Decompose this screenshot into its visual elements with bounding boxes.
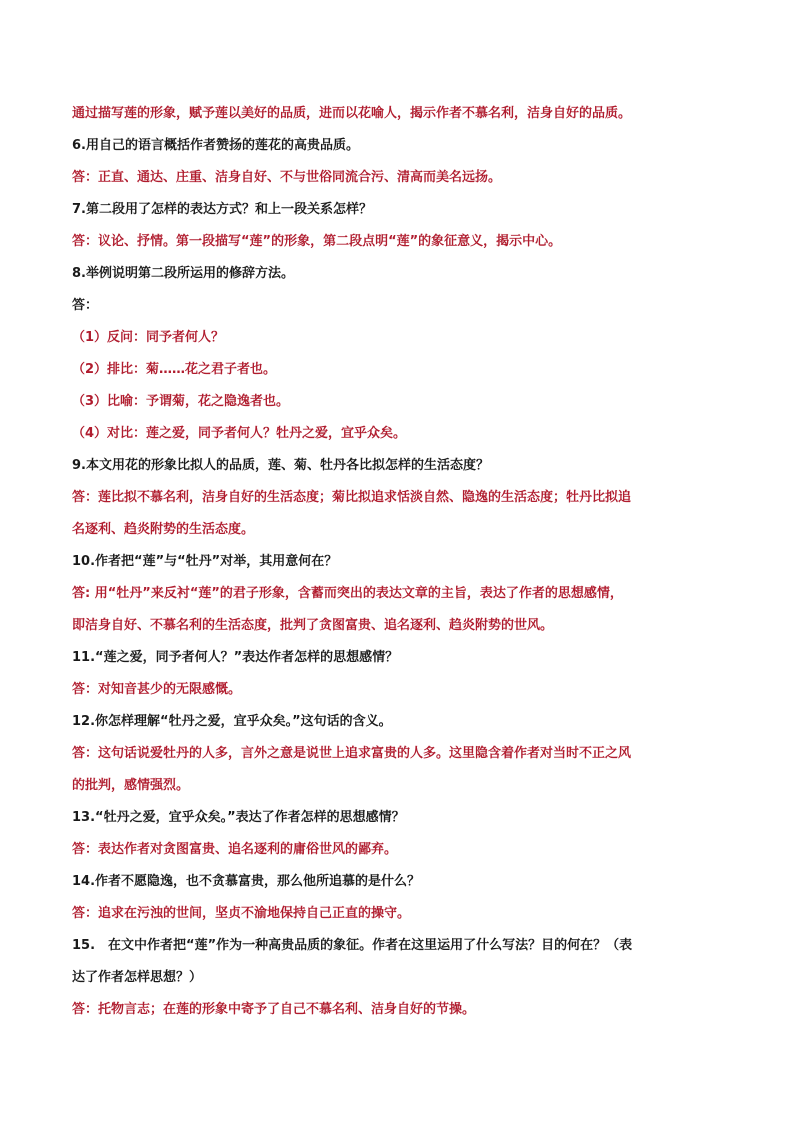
answer-line: 答：正直、通达、庄重、洁身自好、不与世俗同流合污、清高而美名远扬。 (72, 170, 502, 185)
answer-line: 即洁身自好、不慕名利的生活态度，批判了贪图富贵、追名逐利、趋炎附势的世风。 (72, 618, 554, 633)
answer-line: 通过描写莲的形象，赋予莲以美好的品质，进而以花喻人，揭示作者不慕名利，洁身自好的品质。 (72, 106, 632, 121)
answer-line: 答: 用“牡丹”来反衬“莲”的君子形象，含蓄而突出的表达文章的主旨，表达了作者的思想感情， (72, 586, 623, 601)
answer-line: 答：托物言志；在莲的形象中寄予了自己不慕名利、洁身自好的节操。 (72, 1002, 476, 1017)
question-line: 达了作者怎样思想？） (72, 970, 203, 985)
answer-line: 答：对知音甚少的无限感慨。 (72, 682, 242, 697)
answer-line: （3）比喻：予谓菊，花之隐逸者也。 (72, 394, 290, 409)
question-line: 12.你怎样理解“牡丹之爱，宜乎众矣。”这句话的含义。 (72, 714, 392, 729)
question-line: 13.“牡丹之爱，宜乎众矣。”表达了作者怎样的思想感情？ (72, 810, 405, 825)
answer-line: 名逐利、趋炎附势的生活态度。 (72, 522, 255, 537)
question-line: 14.作者不愿隐逸，也不贪慕富贵，那么他所追慕的是什么？ (72, 874, 421, 889)
question-line: 7.第二段用了怎样的表达方式？和上一段关系怎样？ (72, 202, 372, 217)
question-line: 8.举例说明第二段所运用的修辞方法。 (72, 266, 294, 281)
question-line: 10.作者把“莲”与“牡丹”对举，其用意何在？ (72, 554, 338, 569)
question-line: 6.用自己的语言概括作者赞扬的莲花的高贵品质。 (72, 138, 359, 153)
answer-line: 答：莲比拟不慕名利，洁身自好的生活态度；菊比拟追求恬淡自然、隐逸的生活态度；牡丹比拟追 (72, 490, 632, 505)
answer-label: 答： (72, 298, 99, 313)
answer-line: （2）排比：菊……花之君子者也。 (72, 362, 277, 377)
answer-line: 的批判，感情强烈。 (72, 778, 190, 793)
question-line: 9.本文用花的形象比拟人的品质，莲、菊、牡丹各比拟怎样的生活态度？ (72, 458, 489, 473)
answer-line: 答：表达作者对贪图富贵、追名逐利的庸俗世风的鄙弃。 (72, 842, 398, 857)
document-body (72, 98, 722, 1026)
answer-line: 答：这句话说爱牡丹的人多，言外之意是说世上追求富贵的人多。这里隐含着作者对当时不正之风 (72, 746, 632, 761)
answer-line: （4）对比：莲之爱，同予者何人？牡丹之爱，宜乎众矣。 (72, 426, 407, 441)
answer-line: 答：追求在污浊的世间，坚贞不渝地保持自己正直的操守。 (72, 906, 411, 921)
answer-line: （1）反问：同予者何人？ (72, 330, 225, 345)
question-line: 11.“莲之爱，同予者何人？”表达作者怎样的思想感情？ (72, 650, 399, 665)
question-line: 15. 在文中作者把“莲”作为一种高贵品质的象征。作者在这里运用了什么写法？目的何在？（表 (72, 938, 633, 953)
answer-line: 答：议论、抒情。第一段描写“莲”的形象，第二段点明“莲”的象征意义，揭示中心。 (72, 234, 562, 249)
